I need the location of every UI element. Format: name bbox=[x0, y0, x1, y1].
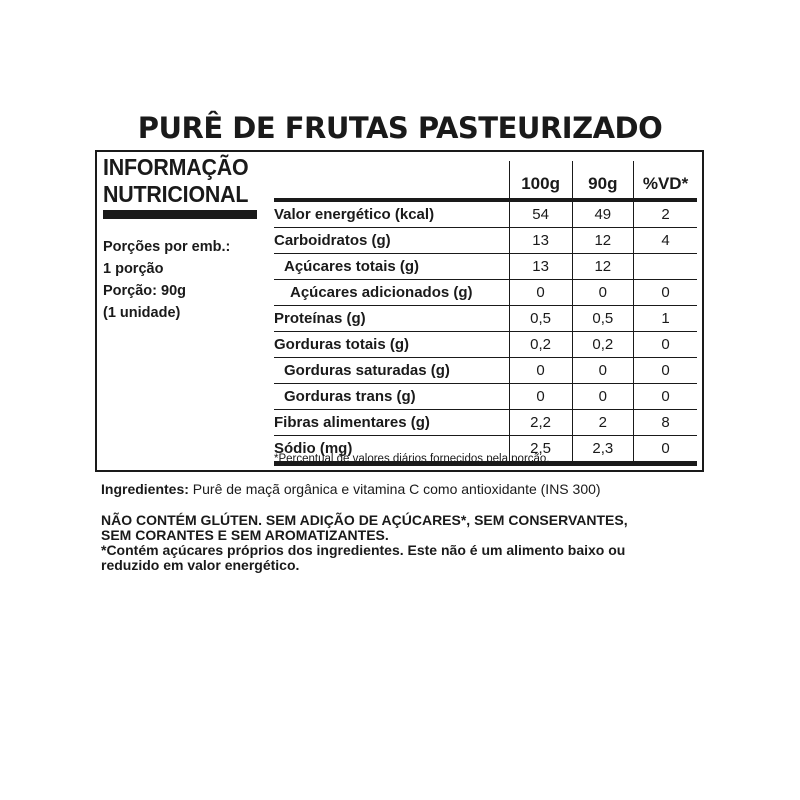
value-90g: 12 bbox=[572, 228, 634, 254]
serving-info bbox=[103, 236, 271, 324]
table-row bbox=[274, 384, 697, 410]
value-90g: 0 bbox=[572, 358, 634, 384]
value-90g: 2,3 bbox=[572, 436, 634, 464]
nutrient-name: Sódio (mg) bbox=[274, 439, 353, 457]
value-90g: 0 bbox=[572, 384, 634, 410]
value-daily bbox=[634, 254, 697, 280]
header-per-100g: 100g bbox=[509, 161, 572, 200]
table-row bbox=[274, 306, 697, 332]
value-daily: 0 bbox=[634, 436, 697, 464]
allergen-warning bbox=[101, 513, 701, 573]
nutrient-name: Gorduras totais (g) bbox=[274, 335, 410, 353]
value-90g: 0,2 bbox=[572, 332, 634, 358]
nutrient-name: Gorduras trans (g) bbox=[284, 387, 416, 405]
header-per-90g: 90g bbox=[572, 161, 634, 200]
nutrient-name: Gorduras saturadas (g) bbox=[284, 361, 450, 379]
value-100g: 0,5 bbox=[509, 306, 572, 332]
value-daily: 8 bbox=[634, 410, 697, 436]
nutrient-name: Proteínas (g) bbox=[274, 309, 366, 327]
value-daily: 0 bbox=[634, 280, 697, 306]
warning-line-4: reduzido em valor energético. bbox=[101, 557, 300, 573]
table-row bbox=[274, 358, 697, 384]
value-daily: 2 bbox=[634, 200, 697, 228]
table-row bbox=[274, 254, 697, 280]
nutrition-facts-panel bbox=[95, 150, 704, 472]
warning-line-2: SEM CORANTES E SEM AROMATIZANTES. bbox=[101, 527, 389, 543]
servings-count: 1 porção bbox=[103, 261, 164, 277]
ingredients-label: Ingredientes: bbox=[101, 481, 189, 497]
table-row bbox=[274, 332, 697, 358]
value-90g: 0,5 bbox=[572, 306, 634, 332]
value-100g: 2,5 bbox=[509, 436, 572, 464]
nutrient-name: Açúcares totais (g) bbox=[284, 257, 420, 275]
value-100g: 0,2 bbox=[509, 332, 572, 358]
value-90g: 12 bbox=[572, 254, 634, 280]
value-100g: 0 bbox=[509, 384, 572, 410]
info-heading-line-1: INFORMAÇÃO bbox=[103, 154, 249, 180]
table-row bbox=[274, 228, 697, 254]
serving-size: Porção: 90g bbox=[103, 283, 186, 299]
value-90g: 49 bbox=[572, 200, 634, 228]
info-heading bbox=[103, 154, 259, 208]
table-row bbox=[274, 410, 697, 436]
table-row bbox=[274, 280, 697, 306]
daily-value-footnote: *Percentual de valores diários fornecidos pela porção. bbox=[274, 453, 550, 465]
value-90g: 2 bbox=[572, 410, 634, 436]
value-daily: 4 bbox=[634, 228, 697, 254]
nutrient-name: Carboidratos (g) bbox=[274, 231, 391, 249]
value-daily: 0 bbox=[634, 332, 697, 358]
product-title: PURÊ DE FRUTAS PASTEURIZADO bbox=[137, 111, 663, 145]
ingredients-line bbox=[101, 480, 601, 498]
value-90g: 0 bbox=[572, 280, 634, 306]
value-daily: 1 bbox=[634, 306, 697, 332]
warning-line-3: *Contém açúcares próprios dos ingredientes. Este não é um alimento baixo ou bbox=[101, 542, 626, 558]
header-daily-value: %VD* bbox=[634, 161, 697, 200]
value-100g: 2,2 bbox=[509, 410, 572, 436]
nutrition-table bbox=[274, 161, 697, 466]
value-100g: 13 bbox=[509, 254, 572, 280]
serving-unit: (1 unidade) bbox=[103, 305, 181, 321]
info-heading-line-2: NUTRICIONAL bbox=[103, 181, 249, 207]
nutrient-name: Açúcares adicionados (g) bbox=[290, 283, 473, 301]
header-blank bbox=[274, 161, 509, 200]
heading-underline-bar bbox=[103, 210, 257, 219]
nutrient-name: Valor energético (kcal) bbox=[274, 205, 435, 223]
warning-line-1: NÃO CONTÉM GLÚTEN. SEM ADIÇÃO DE AÇÚCARES*, SEM CONSERVANTES, bbox=[101, 512, 628, 528]
nutrition-info-column bbox=[103, 154, 271, 324]
value-100g: 54 bbox=[509, 200, 572, 228]
servings-per-package: Porções por emb.: bbox=[103, 239, 231, 255]
table-header-row bbox=[274, 161, 697, 200]
value-daily: 0 bbox=[634, 384, 697, 410]
table-row bbox=[274, 200, 697, 228]
value-100g: 13 bbox=[509, 228, 572, 254]
value-100g: 0 bbox=[509, 280, 572, 306]
ingredients-text: Purê de maçã orgânica e vitamina C como antioxidante (INS 300) bbox=[188, 481, 601, 497]
value-daily: 0 bbox=[634, 358, 697, 384]
nutrient-name: Fibras alimentares (g) bbox=[274, 413, 430, 431]
value-100g: 0 bbox=[509, 358, 572, 384]
